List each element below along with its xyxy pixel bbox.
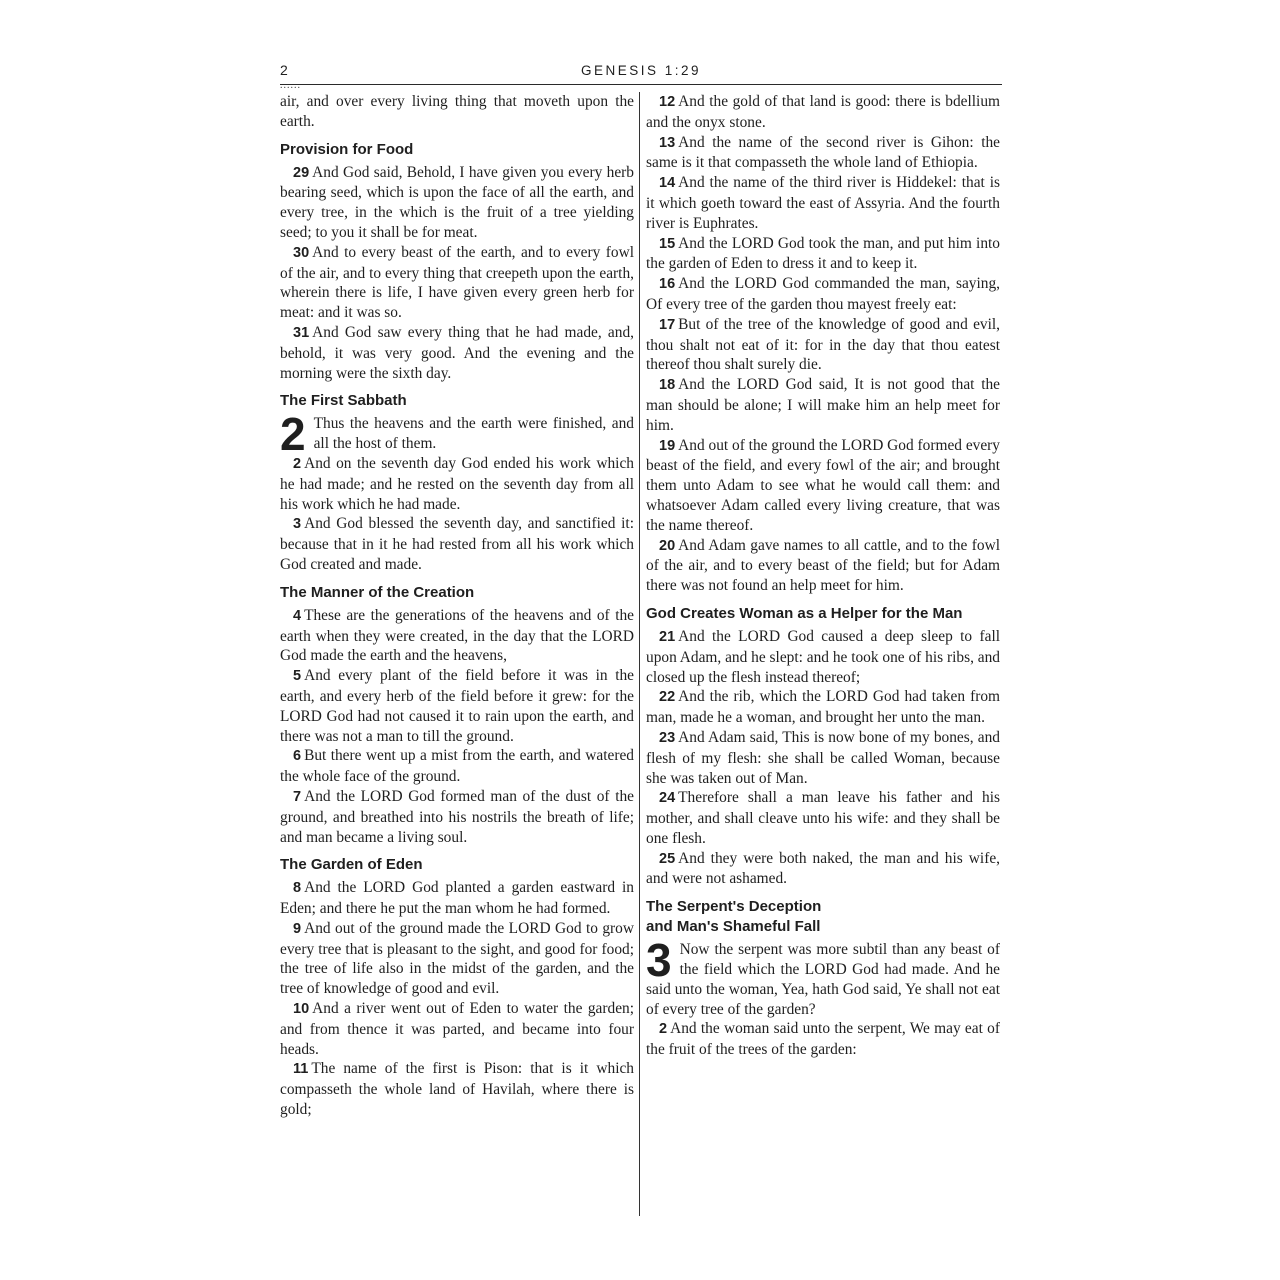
verse-number: 22 xyxy=(659,689,676,706)
verse-text: And out of the ground the LORD God formed every beast of the field, and every fowl of the air; and brought them unto Adam to see what he would call them: and whatsoever Adam called every living creature, that was the name thereof. xyxy=(646,436,1000,534)
verse-text: And the LORD God said, It is not good that the man should be alone; I will make him an help meet for him. xyxy=(646,376,1000,434)
verse-number: 24 xyxy=(659,790,676,807)
verse-number: 17 xyxy=(659,316,676,333)
verse xyxy=(646,375,1000,435)
verse-number: 10 xyxy=(293,1001,310,1018)
chapter-number: 2 xyxy=(280,408,306,461)
verse-text: The name of the first is Pison: that is it which compasseth the whole land of Havilah, where there is gold; xyxy=(280,1060,634,1119)
left-column xyxy=(280,92,634,1120)
verse-number: 7 xyxy=(293,788,302,805)
verse xyxy=(646,133,1000,174)
verse-number: 8 xyxy=(293,880,302,897)
verse xyxy=(280,514,634,574)
verse-number: 4 xyxy=(293,607,302,624)
verse-text: And the LORD God took the man, and put him into the garden of Eden to dress it and to keep it. xyxy=(646,234,1000,273)
verse-number: 23 xyxy=(659,729,676,746)
verse xyxy=(280,919,634,999)
verse xyxy=(280,666,634,746)
verse-text: Thus the heavens and the earth were finished, and all the host of them. xyxy=(313,415,634,453)
section-heading: The Manner of the Creation xyxy=(280,583,475,601)
verse xyxy=(280,878,634,919)
verse-text: And God said, Behold, I have given you every herb bearing seed, which is upon the face of all the earth, and every tree, in the which is the fruit of a tree yielding seed; to you it shall be for meat. xyxy=(280,163,634,241)
section-heading xyxy=(646,897,1000,937)
text-columns xyxy=(280,92,1002,1218)
verse-number: 11 xyxy=(293,1061,309,1078)
verse-text: And out of the ground made the LORD God to grow every tree that is pleasant to the sight, and good for food; the tree of life also in the midst of the garden, and the tree of knowledge of good and evil. xyxy=(280,919,634,998)
verse xyxy=(280,746,634,787)
verse-continuation: air, and over every living thing that moveth upon the earth. xyxy=(280,93,634,130)
chapter-opening xyxy=(646,934,1000,1019)
verse xyxy=(280,243,634,323)
verse-number: 14 xyxy=(659,175,676,192)
section-heading: God Creates Woman as a Helper for the Man xyxy=(646,604,963,622)
verse-number: 20 xyxy=(659,537,676,554)
verse-text: And the LORD God planted a garden eastward in Eden; and there he put the man whom he had formed. xyxy=(280,879,634,918)
verse-text: These are the generations of the heavens and of the earth when they were created, in the day that the LORD God made the earth and the heavens, xyxy=(280,606,634,665)
verse-text: And the gold of that land is good: there is bdellium and the onyx stone. xyxy=(646,93,1000,131)
verse xyxy=(646,627,1000,687)
section-heading-line: The Serpent's Deception xyxy=(646,898,822,916)
chapter-number: 3 xyxy=(646,934,672,987)
verse xyxy=(280,1059,634,1119)
verse xyxy=(646,173,1000,233)
verse-number: 30 xyxy=(293,244,310,261)
verse-text: And God saw every thing that he had made, and, behold, it was very good. And the evening and the morning were the sixth day. xyxy=(280,323,634,382)
verse-text: And the LORD God caused a deep sleep to fall upon Adam, and he slept: and he took one of his ribs, and closed up the flesh instead thereof; xyxy=(646,627,1000,686)
page-number: 2 xyxy=(280,62,288,78)
verse-number: 9 xyxy=(293,920,302,937)
section-heading: The Garden of Eden xyxy=(280,856,423,874)
column-divider xyxy=(639,92,640,1216)
verse-text: And the LORD God formed man of the dust of the ground, and breathed into his nostrils the breath of life; and man became a living soul. xyxy=(280,787,634,846)
verse-number: 2 xyxy=(293,455,302,472)
verse-number: 5 xyxy=(293,668,302,685)
verse xyxy=(646,788,1000,848)
verse xyxy=(646,274,1000,315)
verse xyxy=(646,849,1000,890)
verse-text: And a river went out of Eden to water the garden; and from thence it was parted, and became into four heads. xyxy=(280,1000,634,1058)
verse-number: 29 xyxy=(293,164,310,181)
verse-number: 19 xyxy=(659,437,676,454)
verse-text: And to every beast of the earth, and to every fowl of the air, and to every thing that creepeth upon the earth, wherein there is life, I have given every green herb for meat: and it was so. xyxy=(280,243,634,322)
verse-text: And God blessed the seventh day, and sanctified it: because that in it he had rested from all his work which God created and made. xyxy=(280,515,634,573)
verse xyxy=(280,606,634,666)
verse-number: 12 xyxy=(659,94,676,110)
verse xyxy=(646,92,1000,133)
verse-text: And the rib, which the LORD God had taken from man, made he a woman, and brought her unto the man. xyxy=(646,688,1000,727)
verse-text: And every plant of the field before it was in the earth, and every herb of the field before it grew: for the LORD God had not caused it to rain upon the earth, and there was not a man to till the ground. xyxy=(280,667,634,745)
verse xyxy=(280,323,634,383)
verse-text: And Adam said, This is now bone of my bones, and flesh of my flesh: she shall be called Woman, because she was taken out of Man. xyxy=(646,728,1000,787)
verse-text: And Adam gave names to all cattle, and to the fowl of the air, and to every beast of the field; but for Adam there was not found an help meet for him. xyxy=(646,536,1000,595)
verse xyxy=(646,1019,1000,1060)
verse-number: 6 xyxy=(293,748,302,765)
verse-number: 16 xyxy=(659,276,676,293)
verse xyxy=(646,234,1000,275)
verse-text: And the LORD God commanded the man, saying, Of every tree of the garden thou mayest freely eat: xyxy=(646,275,1000,313)
verse-text: But there went up a mist from the earth, and watered the whole face of the ground. xyxy=(280,747,634,786)
section-heading-line: and Man's Shameful Fall xyxy=(646,918,821,936)
header-dots: ...... xyxy=(280,80,301,91)
verse-text: And the name of the second river is Gihon: the same is it that compasseth the whole land of Ethiopia. xyxy=(646,133,1000,172)
verse xyxy=(646,687,1000,728)
running-head: GENESIS 1:29 xyxy=(580,63,702,78)
verse xyxy=(280,163,634,243)
verse xyxy=(646,728,1000,788)
verse-text: Therefore shall a man leave his father and his mother, and shall cleave unto his wife: and they shall be one flesh. xyxy=(646,789,1000,847)
verse-text: But of the tree of the knowledge of good and evil, thou shalt not eat of it: for in the day that thou eatest thereof thou shalt surely die. xyxy=(646,315,1000,374)
verse xyxy=(646,436,1000,536)
verse-number: 18 xyxy=(659,377,676,394)
verse-text: And on the seventh day God ended his work which he had made; and he rested on the seventh day from all his work which he had made. xyxy=(280,454,634,513)
verse-number: 15 xyxy=(659,235,676,252)
bible-page xyxy=(280,58,1002,1218)
verse xyxy=(280,787,634,847)
verse xyxy=(280,454,634,514)
verse-number: 25 xyxy=(659,850,676,867)
verse-text: And the name of the third river is Hiddekel: that is it which goeth toward the east of Assyria. And the fourth river is Euphrates. xyxy=(646,174,1000,232)
chapter-opening xyxy=(280,408,634,461)
verse xyxy=(646,315,1000,375)
section-heading: The First Sabbath xyxy=(280,392,407,410)
right-column xyxy=(646,92,1000,1060)
verse-text: And the woman said unto the serpent, We may eat of the fruit of the trees of the garden: xyxy=(646,1020,1000,1059)
verse-text: And they were both naked, the man and his wife, and were not ashamed. xyxy=(646,849,1000,888)
verse-number: 31 xyxy=(293,324,310,341)
section-heading: Provision for Food xyxy=(280,140,414,158)
verse xyxy=(280,999,634,1059)
verse-number: 2 xyxy=(659,1021,668,1038)
verse-number: 3 xyxy=(293,516,302,533)
verse-number: 21 xyxy=(659,628,676,645)
verse-text: Now the serpent was more subtil than any beast of the field which the LORD God had made. And he said unto the woman, Yea, hath God said, Ye shall not eat of every tree of the garden? xyxy=(646,941,1000,1018)
page-header xyxy=(280,58,1002,91)
verse-number: 13 xyxy=(659,134,676,151)
verse xyxy=(646,536,1000,596)
